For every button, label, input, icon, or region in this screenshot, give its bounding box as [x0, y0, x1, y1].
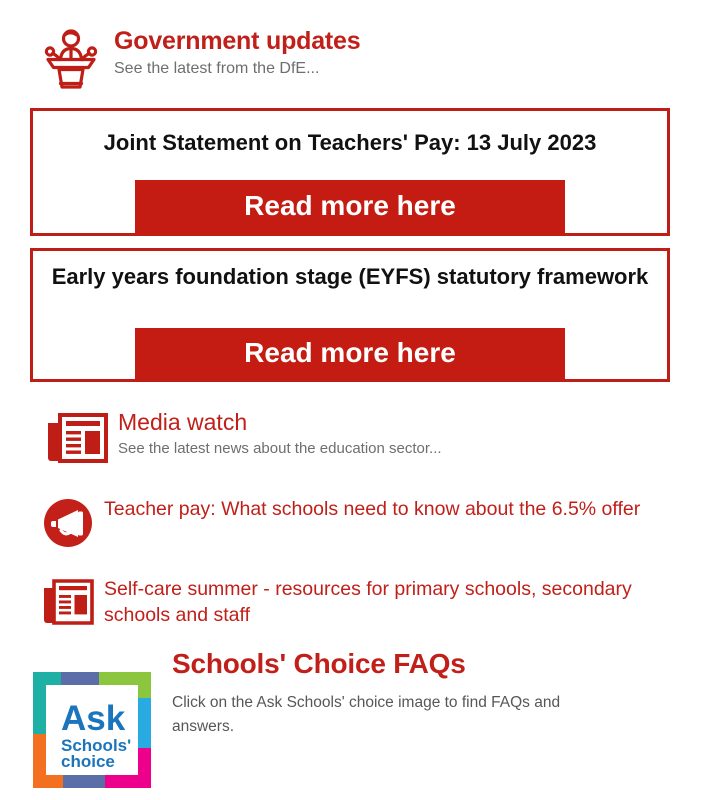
read-more-button[interactable]: Read more here: [135, 180, 565, 233]
promo-title: Early years foundation stage (EYFS) statutory framework: [51, 264, 649, 289]
promo-button-row: [33, 180, 667, 233]
faq-section: [172, 646, 672, 739]
article-item[interactable]: [42, 496, 672, 522]
government-updates-header: [36, 26, 676, 96]
media-watch-text: [118, 408, 658, 459]
svg-text:choice: choice: [61, 752, 115, 771]
article-title[interactable]: Self-care summer - resources for primary schools, secondary schools and staff: [104, 578, 632, 626]
ask-schools-choice-logo[interactable]: [33, 672, 151, 788]
government-updates-title: Government updates: [114, 27, 361, 55]
svg-text:Schools': Schools': [61, 736, 132, 755]
government-updates-text: [114, 26, 674, 80]
podium-speaker-icon: [36, 29, 106, 91]
promo-card[interactable]: [30, 248, 670, 382]
media-watch-title: Media watch: [118, 409, 248, 435]
read-more-button[interactable]: Read more here: [135, 328, 565, 379]
promo-card[interactable]: [30, 108, 670, 236]
media-watch-subtitle: See the latest news about the education sector...: [118, 440, 442, 457]
media-watch-header: [46, 408, 666, 468]
promo-title: Joint Statement on Teachers' Pay: 13 July 2023: [103, 130, 597, 155]
article-item[interactable]: [42, 576, 672, 628]
newspaper-icon: [46, 413, 108, 463]
government-updates-subtitle: See the latest from the DfE...: [114, 60, 320, 77]
faq-subtitle: Click on the Ask Schools' choice image to find FAQs and answers.: [172, 694, 561, 735]
article-title[interactable]: Teacher pay: What schools need to know about the 6.5% offer: [104, 498, 641, 520]
svg-text:Ask: Ask: [61, 699, 126, 738]
faq-title: Schools' Choice FAQs: [172, 648, 466, 679]
promo-button-row: [33, 328, 667, 379]
newspaper-icon: [42, 577, 94, 629]
megaphone-icon: [42, 497, 94, 549]
